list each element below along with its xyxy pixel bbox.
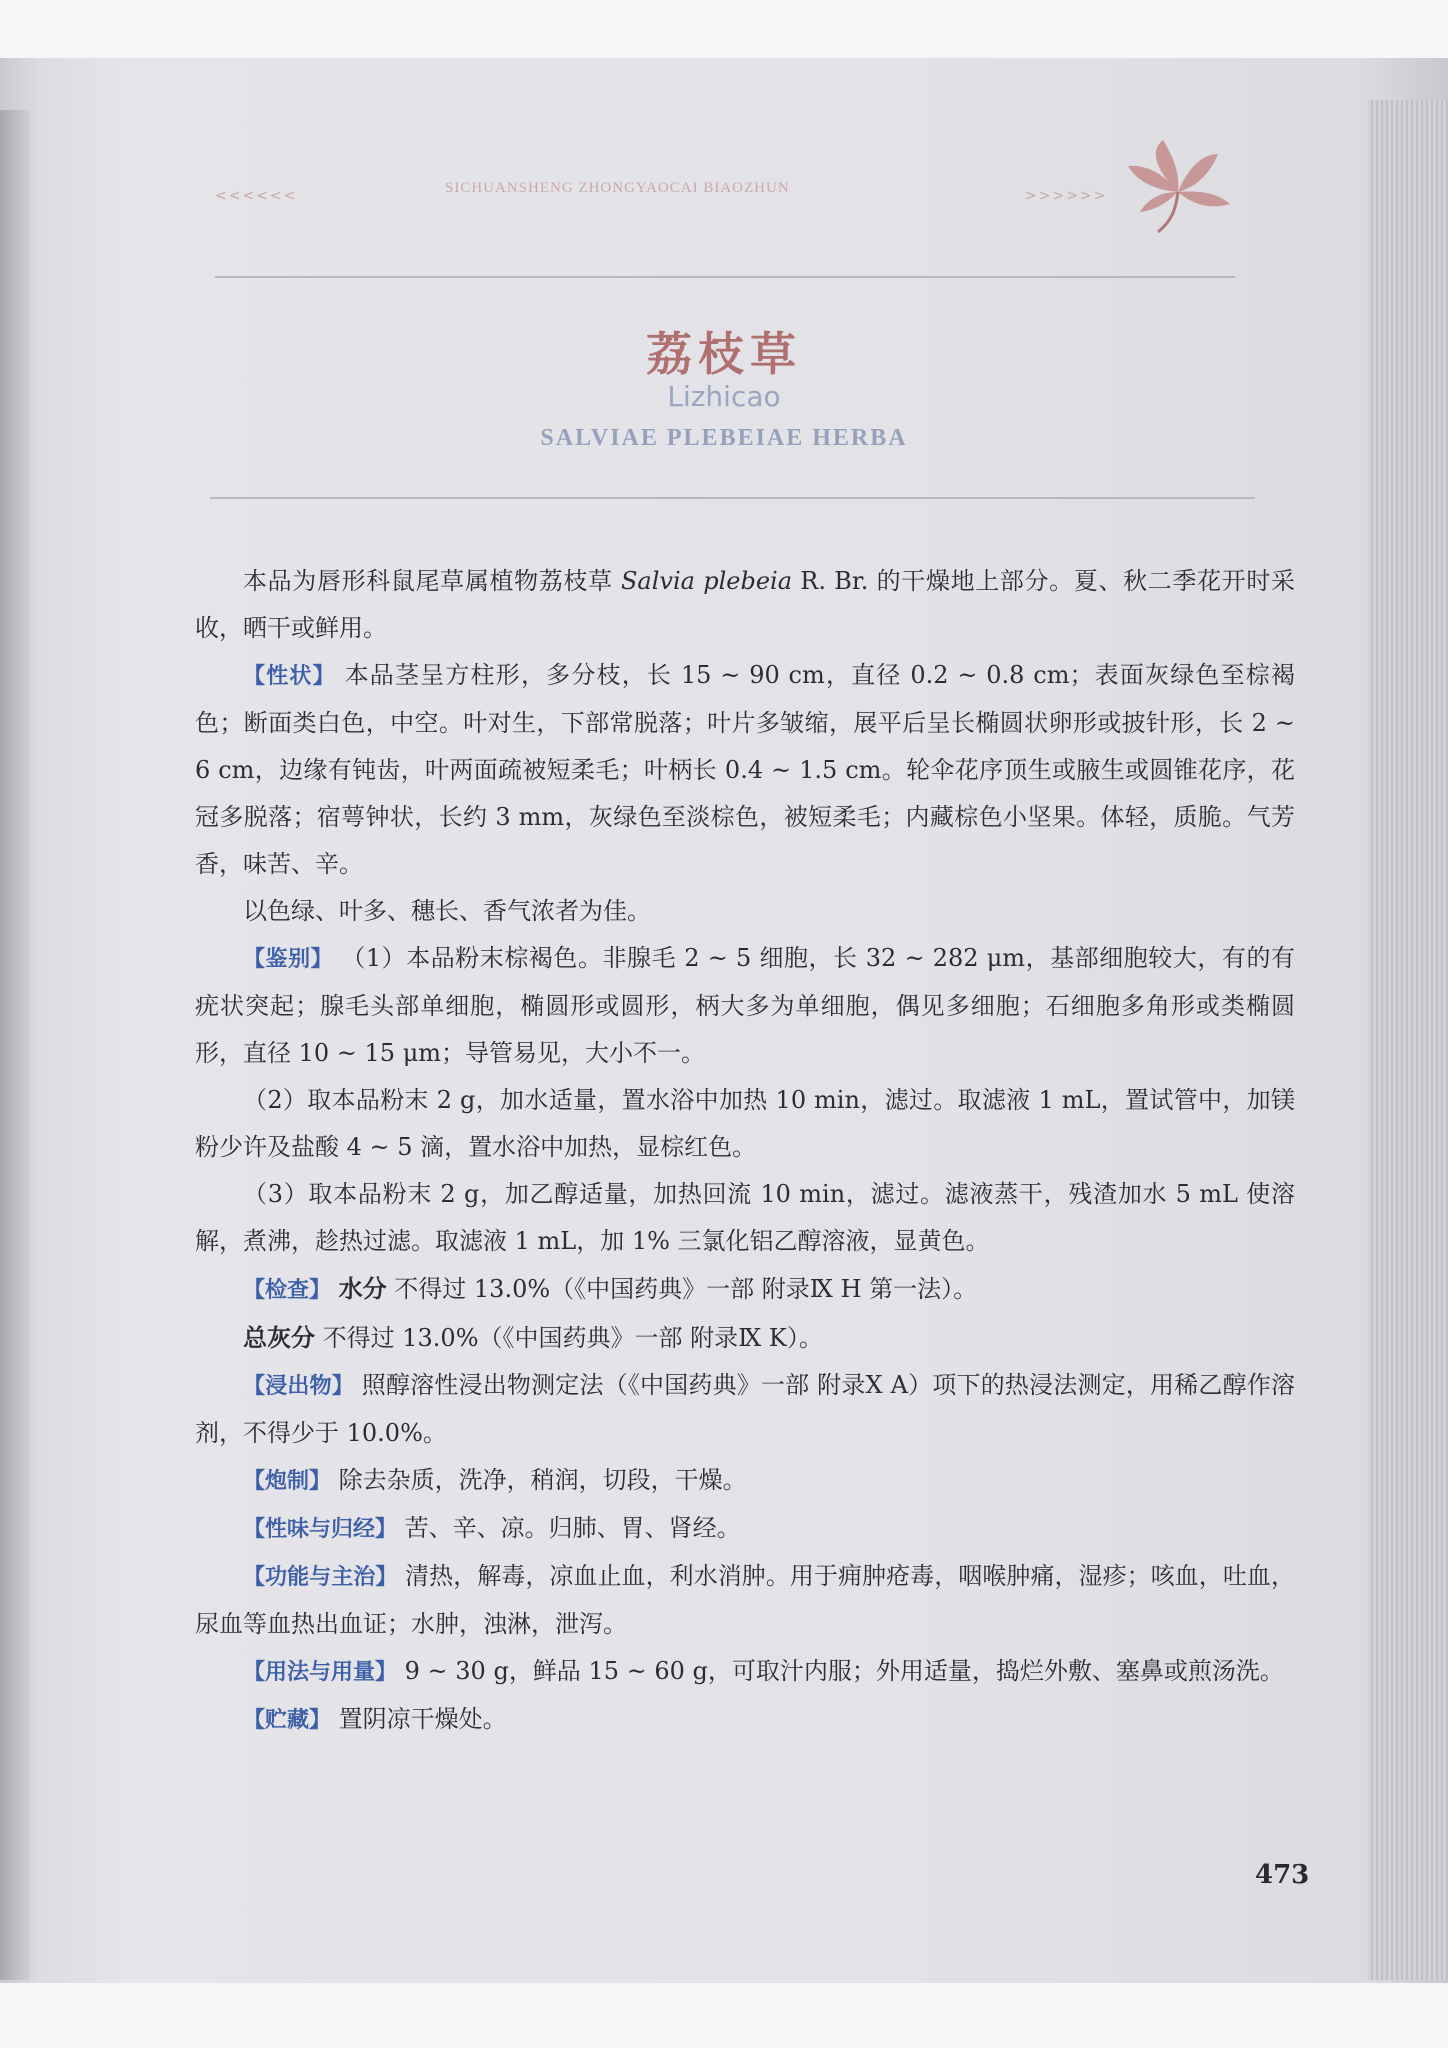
identification-section: 【鉴别】 （1）本品粉末棕褐色。非腺毛 2 ~ 5 细胞，长 32 ~ 282 μm，基部细胞较大，有的有疣状突起；腺毛头部单细胞，椭圆形或圆形，柄大多为单细胞，偶见多细胞；石细胞多角形或类椭圆形，直径 10 ~ 15 μm；导管易见，大小不一。 xyxy=(195,944,1295,1067)
monograph-body xyxy=(195,558,1295,1744)
section-tag-zhucang: 【贮藏】 xyxy=(243,1708,332,1733)
section-tag-jianbie: 【鉴别】 xyxy=(243,947,334,972)
section-tag-jinchu: 【浸出物】 xyxy=(243,1374,354,1399)
section-tag-paozhi: 【炮制】 xyxy=(243,1469,332,1494)
running-title: SICHUANSHENG ZHONGYAOCAI BIAOZHUN xyxy=(445,180,790,196)
quality-note: 以色绿、叶多、穗长、香气浓者为佳。 xyxy=(243,897,651,925)
page-number: 473 xyxy=(1255,1860,1310,1890)
section-tag-yongfa: 【用法与用量】 xyxy=(243,1660,398,1685)
property-section: 【性味与归经】 苦、辛、凉。归肺、胃、肾经。 xyxy=(243,1514,741,1542)
monograph-latin-name: SALVIAE PLEBEIAE HERBA xyxy=(540,425,908,451)
leaf-icon xyxy=(1118,132,1238,242)
identification-test-2: （2）取本品粉末 2 g，加水适量，置水浴中加热 10 min，滤过。取滤液 1 mL，置试管中，加镁粉少许及盐酸 4 ~ 5 滴，置水浴中加热，显棕红色。 xyxy=(195,1086,1295,1161)
total-ash: 总灰分 不得过 13.0%（《中国药典》一部 附录Ⅸ K）。 xyxy=(243,1323,823,1352)
section-tag-gongneng: 【功能与主治】 xyxy=(243,1565,398,1590)
section-tag-jiancha: 【检查】 xyxy=(243,1278,332,1303)
function-section: 【功能与主治】 清热，解毒，凉血止血，利水消肿。用于痈肿疮毒，咽喉肿痛，湿疹；咳血，吐血，尿血等血热出血证；水肿，浊淋，泄泻。 xyxy=(195,1562,1295,1638)
storage-section: 【贮藏】 置阴凉干燥处。 xyxy=(243,1705,507,1733)
header-right-ornament: >>>>>> xyxy=(1025,188,1108,204)
species-name: Salvia plebeia xyxy=(620,567,793,595)
extractives-section: 【浸出物】 照醇溶性浸出物测定法（《中国药典》一部 附录Ⅹ A）项下的热浸法测定，用稀乙醇作溶剂，不得少于 10.0%。 xyxy=(195,1371,1295,1447)
dosage-section: 【用法与用量】 9 ~ 30 g，鲜品 15 ~ 60 g，可取汁内服；外用适量，捣烂外敷、塞鼻或煎汤洗。 xyxy=(243,1657,1284,1685)
title-rule xyxy=(210,497,1255,499)
section-tag-xingwei: 【性味与归经】 xyxy=(243,1517,398,1542)
section-tag-xingzhuang: 【性状】 xyxy=(243,664,336,689)
description-section: 【性状】 本品茎呈方柱形，多分枝，长 15 ~ 90 cm，直径 0.2 ~ 0.8 cm；表面灰绿色至棕褐色；断面类白色，中空。叶对生，下部常脱落；叶片多皱缩，展平后呈长椭圆状卵形或披针形，长 2 ~ 6 cm，边缘有钝齿，叶两面疏被短柔毛；叶柄长 0.4 ~ 1.5 cm。轮伞花序顶生或腋生或圆锥花序，花冠多脱落；宿萼钟状，长约 3 mm，灰绿色至淡棕色，被短柔毛；内藏棕色小坚果。体轻，质脆。气芳香，味苦、辛。 xyxy=(195,661,1295,878)
examination-section: 【检查】 水分 不得过 13.0%（《中国药典》一部 附录Ⅸ H 第一法）。 xyxy=(243,1274,978,1303)
identification-test-3: （3）取本品粉末 2 g，加乙醇适量，加热回流 10 min，滤过。滤液蒸干，残渣加水 5 mL 使溶解，煮沸，趁热过滤。取滤液 1 mL，加 1% 三氯化铝乙醇溶液，显黄色。 xyxy=(195,1180,1295,1255)
header-rule xyxy=(215,276,1235,278)
header-left-ornament: <<<<<< xyxy=(215,188,298,204)
definition-paragraph: 本品为唇形科鼠尾草属植物荔枝草 Salvia plebeia R. Br. 的干燥地上部分。夏、秋二季花开时采收，晒干或鲜用。 xyxy=(195,567,1296,642)
monograph-title: 荔枝草 xyxy=(646,327,802,381)
monograph-pinyin: Lizhicao xyxy=(667,380,781,413)
processing-section: 【炮制】 除去杂质，洗净，稍润，切段，干燥。 xyxy=(243,1466,747,1494)
